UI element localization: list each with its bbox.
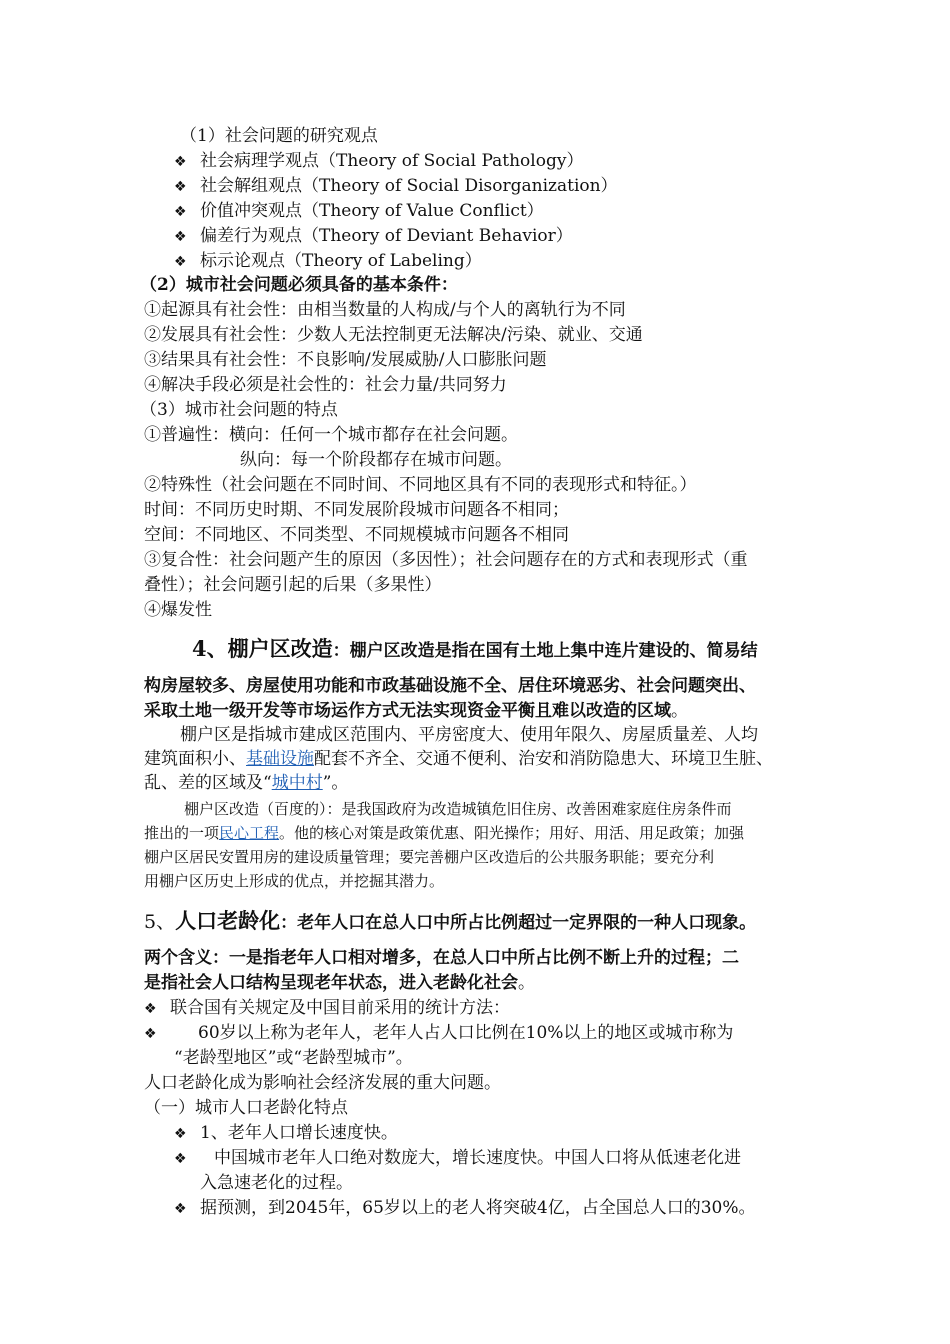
paragraph-line: 纵向：每一个阶段都存在城市问题。 (240, 450, 512, 470)
bullet-item: ❖ 中国城市老年人口绝对数庞大，增长速度快。中国人口将从低速老化进 (174, 1146, 741, 1172)
bullet-item: ❖ 60岁以上称为老年人，老年人占人口比例在10%以上的地区或城市称为 (144, 1021, 733, 1047)
section-5-title-line: 5、人口老龄化：老年人口在总人口中所占比例超过一定界限的一种人口现象。 (144, 908, 757, 933)
paragraph-line: 棚户区居民安置用房的建设质量管理；要完善棚户区改造后的公共服务职能；要充分利 (144, 848, 715, 866)
paragraph-line: 建筑面积小、基础设施配套不齐全、交通不便利、治安和消防隐患大、环境卫生脏、 (144, 749, 773, 769)
condition-item: ②发展具有社会性：少数人无法控制更无法解决/污染、就业、交通 (144, 325, 643, 345)
bullet-item: ❖ 标示论观点（Theory of Labeling） (174, 249, 482, 275)
section-4-title: 4、棚户区改造 (192, 636, 333, 661)
paragraph-line: 棚户区改造（百度的）：是我国政府为改造城镇危旧住房、改善困难家庭住房条件而 (184, 800, 732, 818)
paragraph-line: ①普遍性：横向：任何一个城市都存在社会问题。 (144, 425, 518, 445)
section-3-heading: （3）城市社会问题的特点 (140, 400, 338, 420)
bullet-item: ❖ 社会病理学观点（Theory of Social Pathology） (174, 149, 583, 175)
diamond-bullet-icon: ❖ (174, 1201, 187, 1217)
condition-item: ③结果具有社会性：不良影响/发展威胁/人口膨胀问题 (144, 350, 547, 370)
definition-line: 采取土地一级开发等市场运作方式无法实现资金平衡且难以改造的区域。 (144, 701, 688, 721)
diamond-bullet-icon: ❖ (174, 154, 187, 170)
bullet-continuation: “老龄型地区”或“老龄型城市”。 (174, 1048, 413, 1068)
paragraph-line: 时间：不同历史时期、不同发展阶段城市问题各不相同； (144, 500, 569, 520)
bullet-item: ❖ 联合国有关规定及中国目前采用的统计方法： (144, 996, 510, 1022)
public-project-link[interactable]: 民心工程 (219, 824, 280, 842)
urban-village-link[interactable]: 城中村 (271, 773, 323, 793)
condition-item: ④解决手段必须是社会性的：社会力量/共同努力 (144, 375, 507, 395)
subsection-heading: （一）城市人口老龄化特点 (144, 1098, 348, 1118)
paragraph-line: ④爆发性 (144, 600, 212, 620)
diamond-bullet-icon: ❖ (174, 229, 187, 245)
diamond-bullet-icon: ❖ (174, 1126, 187, 1142)
infrastructure-link[interactable]: 基础设施 (246, 749, 314, 769)
diamond-bullet-icon: ❖ (144, 1026, 157, 1042)
definition-line: 两个含义：一是指老年人口相对增多，在总人口中所占比例不断上升的过程；二 (144, 948, 739, 968)
bullet-item: ❖ 社会解组观点（Theory of Social Disorganization） (174, 174, 618, 200)
paragraph-line: ③复合性：社会问题产生的原因（多因性）；社会问题存在的方式和表现形式（重 (144, 550, 748, 570)
diamond-bullet-icon: ❖ (174, 254, 187, 270)
diamond-bullet-icon: ❖ (174, 1151, 187, 1167)
section-2-heading: （2）城市社会问题必须具备的基本条件： (140, 275, 458, 295)
paragraph-line: 棚户区是指城市建成区范围内、平房密度大、使用年限久、房屋质量差、人均 (180, 725, 758, 745)
paragraph-line: 人口老龄化成为影响社会经济发展的重大问题。 (144, 1073, 501, 1093)
definition-line: 构房屋较多、房屋使用功能和市政基础设施不全、居住环境恶劣、社会问题突出、 (144, 676, 756, 696)
section-4-title-line: 4、棚户区改造：棚户区改造是指在国有土地上集中连片建设的、简易结 (192, 636, 758, 661)
section-1-heading: （1）社会问题的研究观点 (180, 126, 378, 146)
diamond-bullet-icon: ❖ (174, 204, 187, 220)
bullet-item: ❖ 偏差行为观点（Theory of Deviant Behavior） (174, 224, 573, 250)
paragraph-line: ②特殊性（社会问题在不同时间、不同地区具有不同的表现形式和特征。） (144, 475, 697, 495)
section-5-title: 人口老龄化 (175, 908, 281, 933)
paragraph-line: 用棚户区历史上形成的优点，并挖掘其潜力。 (144, 872, 445, 890)
paragraph-line: 空间：不同地区、不同类型、不同规模城市问题各不相同 (144, 525, 569, 545)
bullet-item: ❖ 据预测，到2045年，65岁以上的老人将突破4亿，占全国总人口的30%。 (174, 1196, 756, 1222)
diamond-bullet-icon: ❖ (174, 179, 187, 195)
diamond-bullet-icon: ❖ (144, 1001, 157, 1017)
condition-item: ①起源具有社会性：由相当数量的人构成/与个人的离轨行为不同 (144, 300, 626, 320)
paragraph-line: 乱、差的区域及“城中村”。 (144, 773, 349, 793)
definition-line: 是指社会人口结构呈现老年状态，进入老龄化社会。 (144, 973, 535, 993)
paragraph-line: 叠性）；社会问题引起的后果（多果性） (144, 575, 442, 595)
bullet-continuation: 入急速老化的过程。 (200, 1173, 353, 1193)
bullet-item: ❖ 1、老年人口增长速度快。 (174, 1121, 398, 1147)
bullet-item: ❖ 价值冲突观点（Theory of Value Conflict） (174, 199, 544, 225)
paragraph-line: 推出的一项民心工程。他的核心对策是政策优惠、阳光操作；用好、用活、用足政策；加强 (144, 824, 745, 842)
